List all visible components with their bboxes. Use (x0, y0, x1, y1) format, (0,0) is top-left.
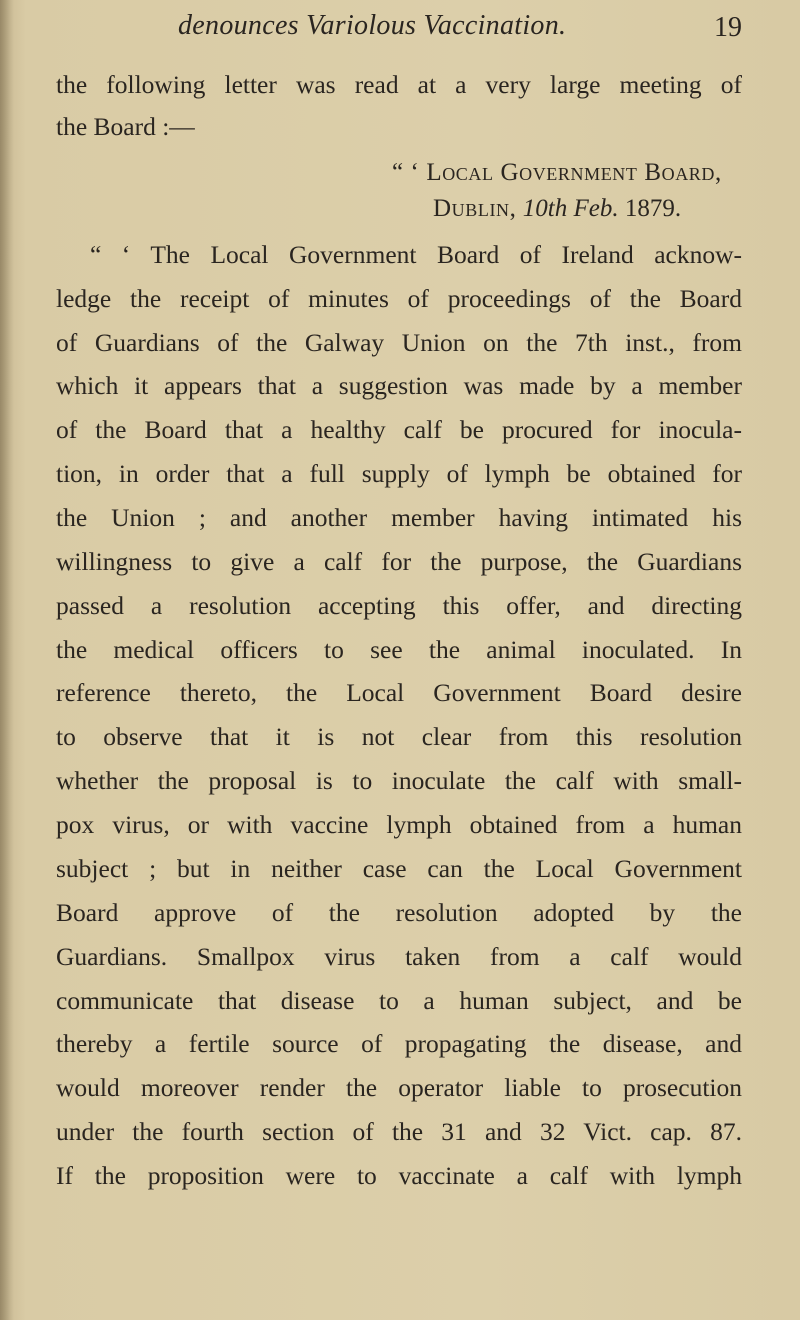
body-line: Board approve of the resolution adopted by the (56, 898, 742, 927)
running-title: denounces Variolous Vaccination. (178, 10, 567, 41)
body-line: which it appears that a suggestion was made by a member (56, 371, 742, 400)
letter-year: 1879. (624, 195, 682, 222)
body-line: willingness to give a calf for the purpose, the Guardians (56, 547, 742, 576)
body-line: would moreover render the operator liable to prosecution (56, 1073, 742, 1102)
body-line: ledge the receipt of minutes of proceedings of the Board (56, 284, 742, 313)
body-line: pox virus, or with vaccine lymph obtained from a human (56, 810, 742, 839)
body-line: Guardians. Smallpox virus taken from a calf would (56, 942, 742, 971)
gutter-shadow (0, 0, 14, 1320)
body-line: “ ‘ The Local Government Board of Ireland acknow- (90, 240, 742, 269)
intro-line: the Board :— (56, 112, 195, 141)
letter-place: Dublin, (433, 195, 517, 222)
body-line: under the fourth section of the 31 and 32 Vict. cap. 87. (56, 1117, 742, 1146)
letter-day: 10th (522, 195, 568, 222)
body-line: thereby a fertile source of propagating the disease, and (56, 1029, 742, 1058)
letter-date-line (433, 196, 681, 221)
body-line: passed a resolution accepting this offer, and directing (56, 591, 742, 620)
body-line: If the proposition were to vaccinate a calf with lymph (56, 1161, 742, 1190)
body-line: the medical officers to see the animal inoculated. In (56, 635, 742, 664)
body-line: subject ; but in neither case can the Local Government (56, 854, 742, 883)
body-line: of the Board that a healthy calf be procured for inocula- (56, 415, 742, 444)
body-line: the Union ; and another member having intimated his (56, 503, 742, 532)
page-number: 19 (714, 12, 742, 43)
body-line: reference thereto, the Local Government Board desire (56, 678, 742, 707)
body-line: to observe that it is not clear from this resolution (56, 722, 742, 751)
body-line: of Guardians of the Galway Union on the 7th inst., from (56, 328, 742, 357)
intro-line: the following letter was read at a very large meeting of (56, 70, 742, 99)
letter-month: Feb. (573, 195, 619, 222)
body-line: communicate that disease to a human subject, and be (56, 986, 742, 1015)
body-line: tion, in order that a full supply of lymph be obtained for (56, 459, 742, 488)
body-line: whether the proposal is to inoculate the calf with small- (56, 766, 742, 795)
letter-address-line: “ ‘ Local Government Board, (392, 159, 722, 186)
